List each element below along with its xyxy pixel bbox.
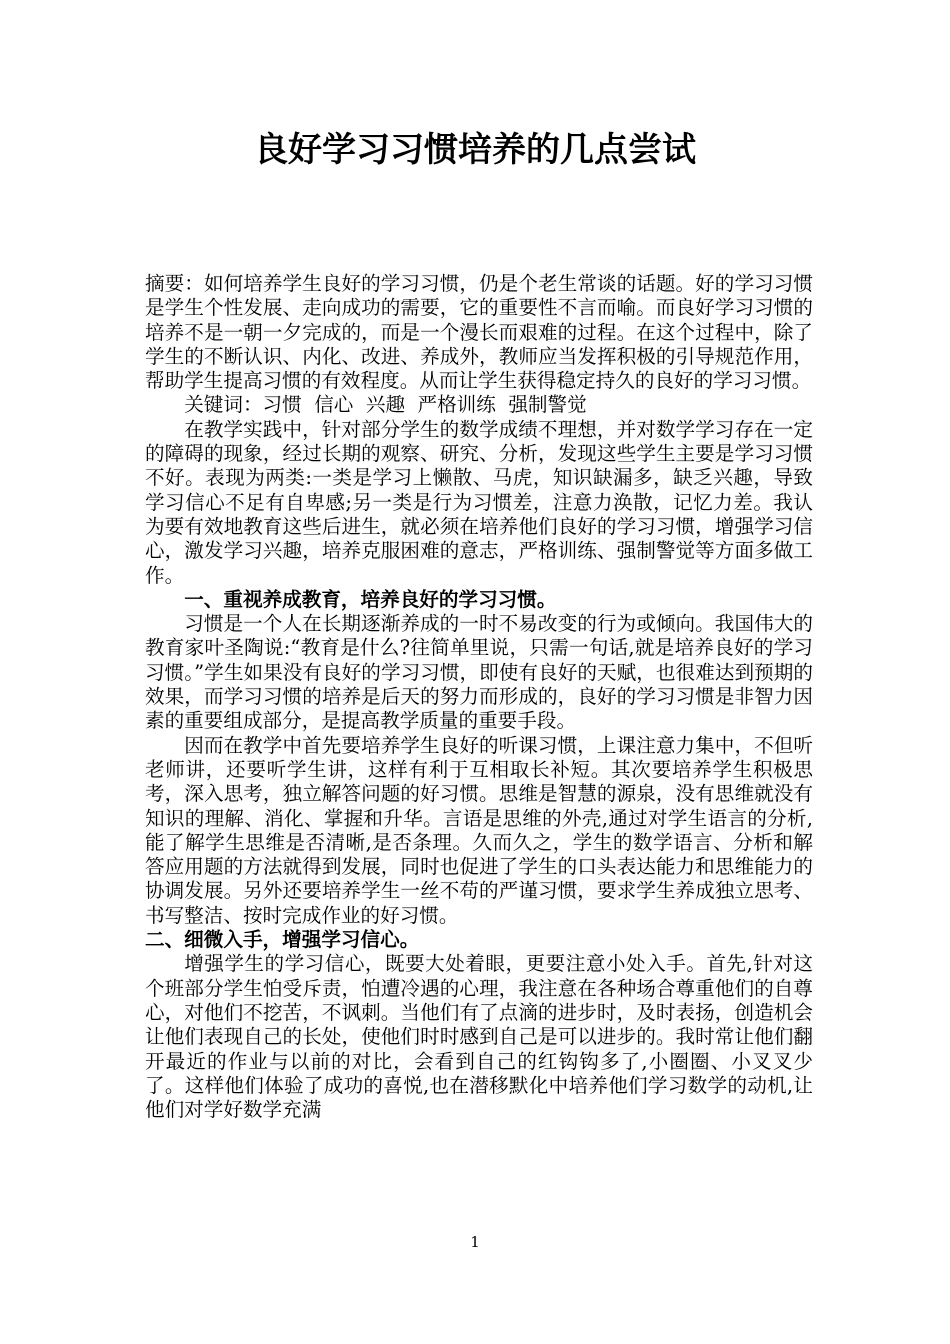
document-title: 良好学习习惯培养的几点尝试 [254,130,696,170]
section1-paragraph-1: 习惯是一个人在长期逐渐养成的一时不易改变的行为或倾向。我国伟大的教育家叶圣陶说:“教育是什么?往简单里说，只需一句话,就是培养良好的学习习惯。”学生如果没有良好的学习习惯，即使有良好的天赋，也很难达到预期的效果，而学习习惯的培养是后天的努力而形成的，良好的学习习惯是非智力因素的重要组成部分，是提高教学质量的重要手段。 [145,612,813,733]
document-body [145,272,813,1122]
page-number: 1 [470,1233,480,1251]
abstract-paragraph: 摘要：如何培养学生良好的学习习惯，仍是个老生常谈的话题。好的学习习惯是学生个性发展、走向成功的需要，它的重要性不言而喻。而良好学习习惯的培养不是一朝一夕完成的，而是一个漫长而艰难的过程。在这个过程中，除了学生的不断认识、内化、改进、养成外，教师应当发挥积极的引导规范作用，帮助学生提高习惯的有效程度。从而让学生获得稳定持久的良好的学习习惯。 [145,272,813,393]
section-heading-1: 一、重视养成教育，培养良好的学习习惯。 [184,587,557,611]
section1-paragraph-2: 因而在教学中首先要培养学生良好的听课习惯，上课注意力集中，不但听老师讲，还要听学生讲，这样有利于互相取长补短。其次要培养学生积极思考，深入思考，独立解答问题的好习惯。思维是智慧的源泉，没有思维就没有知识的理解、消化、掌握和升华。言语是思维的外壳,通过对学生语言的分析,能了解学生思维是否清晰,是否条理。久而久之，学生的数学语言、分析和解答应用题的方法就得到发展，同时也促进了学生的口头表达能力和思维能力的协调发展。另外还要培养学生一丝不苟的严谨习惯，要求学生养成独立思考、书写整洁、按时完成作业的好习惯。 [145,733,813,927]
section2-paragraph-1: 增强学生的学习信心，既要大处着眼，更要注意小处入手。首先,针对这个班部分学生怕受斥责，怕遭冷遇的心理，我注意在各种场合尊重他们的自尊心，对他们不挖苦，不讽刺。当他们有了点滴的进步时，及时表扬，创造机会让他们表现自己的长处，使他们时时感到自己是可以进步的。我时常让他们翻开最近的作业与以前的对比，会看到自己的红钩钩多了,小圈圈、小叉叉少了。这样他们体验了成功的喜悦,也在潜移默化中培养他们学习数学的动机,让他们对学好数学充满 [145,952,813,1122]
intro-paragraph: 在教学实践中，针对部分学生的数学成绩不理想，并对数学学习存在一定的障碍的现象，经过长期的观察、研究、分析，发现这些学生主要是学习习惯不好。表现为两类:一类是学习上懒散、马虎，知识缺漏多，缺乏兴趣，导致学习信心不足有自卑感;另一类是行为习惯差，注意力涣散，记忆力差。我认为要有效地教育这些后进生，就必须在培养他们良好的学习习惯，增强学习信心，激发学习兴趣，培养克服困难的意志，严格训练、强制警觉等方面多做工作。 [145,417,813,587]
section-heading-2: 二、细微入手，增强学习信心。 [145,928,420,952]
keywords-line: 关键词：习惯 信心 兴趣 严格训练 强制警觉 [184,393,587,417]
